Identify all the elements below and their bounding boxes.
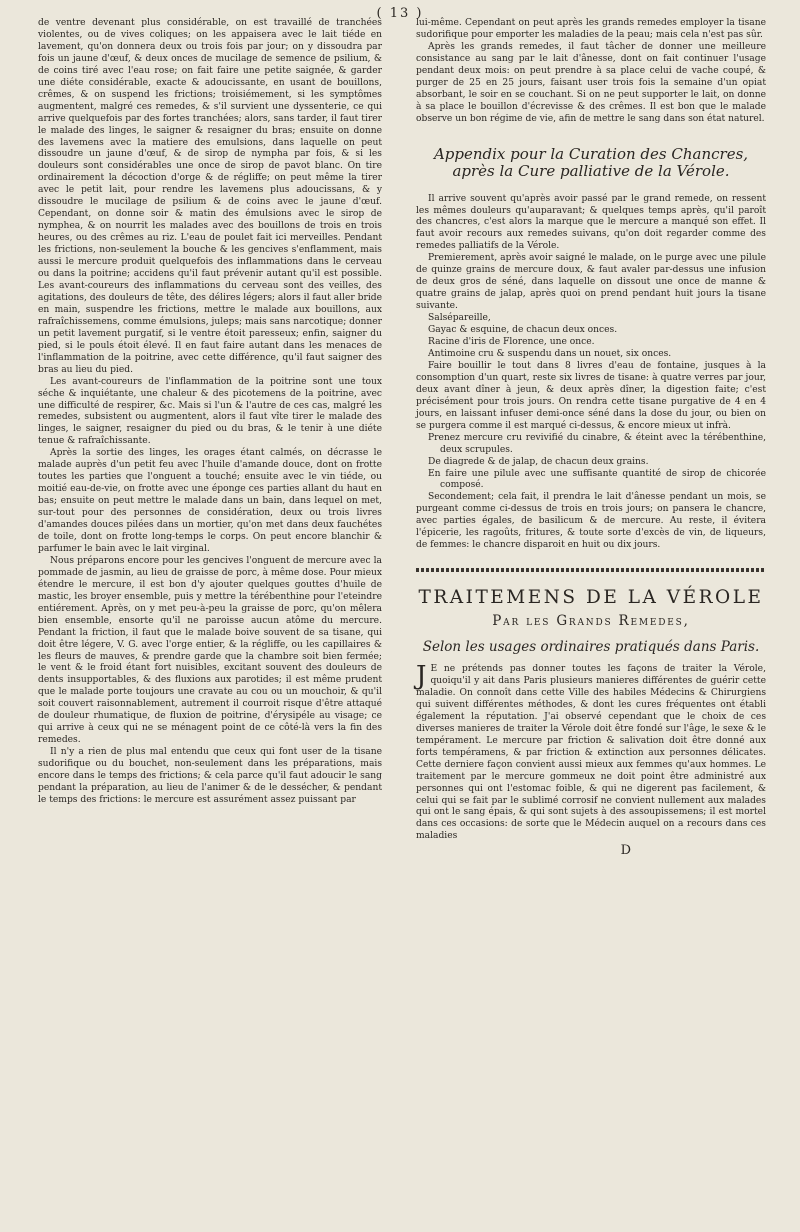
paragraph: [416, 661, 766, 843]
ornamental-divider: [416, 568, 766, 572]
paragraph: Après les grands remedes, il faut tâcher de donner une meilleure consistance au sang par le lait d'ânesse, dont on fait continuer l'usage pendant deux mois: on peut prendre à sa place celui de vache coupé, & purger de 25 en 25 jours, faisant user trois fois la semaine d'un opiat absorbant, le soir en se couchant. Si on ne peut supporter le lait, on donne à sa place le bouillon d'écrevisse & des crêmes. Il est bon que le malade observe un bon régime de vie, afin de mettre le sang dans son état naturel.: [416, 41, 766, 124]
recipe-line: Salsépareille,: [428, 313, 491, 324]
right-column: [416, 18, 766, 857]
paragraph: lui-même. Cependant on peut après les grands remedes employer la tisane sudorifique pour emporter les maladies de la peau; mais cela n'est pas sûr.: [416, 18, 766, 40]
paragraph: Après la sortie des linges, les orages étant calmés, on décrasse le malade auprès d'un petit feu avec l'huile d'amande douce, dont on frotte toutes les parties que l'onguent a touché; ensuite avec le vin tiéde, ou moitié eau-de-vie, on frotte avec une éponge ces parties allant du haut en bas; ensuite on peut mettre le malade dans un bain, dans lequel on met, sur-tout pour des personnes de considération, deux ou trois livres d'amandes douces pilées dans un mortier, qu'on met dans deux fauchétes de toile, dont on frotte long-temps le corps. On peut encore blanchir & parfumer le bain avec le lait virginal.: [38, 448, 382, 554]
recipe-line: Racine d'iris de Florence, une once.: [428, 337, 595, 348]
paragraph: Les avant-coureurs de l'inflammation de la poitrine sont une toux séche & inquiétante, une chaleur & des picotemens de la poitrine, avec une difficulté de respirer, &c. Mais si l'un & l'autre de ces cas, malgré les remedes, subsistent ou augmentent, alors il faut vîte tirer le malade des linges, le saigner, resaigner du pied ou du bras, & le tenir à une diéte tenue & rafraîchissante.: [38, 376, 382, 447]
recipe-line: Gayac & esquine, de chacun deux onces.: [428, 325, 618, 336]
recipe-line: En faire une pilule avec une suffisante quantité de sirop de chicorée composé.: [428, 468, 766, 491]
recipe-line: De diagrede & de jalap, de chacun deux grains.: [428, 456, 649, 467]
section-text: E ne prétends pas donner toutes les façons de traiter la Vérole, quoiqu'il y ait dans Paris plusieurs manieres différentes de guérir cette maladie. On connoît dans cette Ville des habiles Médecins & Chirurgiens qui suivent différentes méthodes, & dont les cures fréquentes ont établi également la réputation. J'ai observé cependant que le choix de ces diverses manieres de traiter la Vérole doit être fondé sur l'âge, le sexe & le tempérament. Le mercure par friction & salivation doit être donné aux forts tempéramens, & par friction & extinction aux personnes délicates. Cette derniere façon convient aussi mieux aux femmes qu'aux hommes. Le traitement par le mercure gommeux ne doit point être administré aux personnes qui ont l'estomac foible, & qui ne digerent pas facilement, & celui qui se fait par le sublimé corrosif ne convient nullement aux malades qui ont le sang épais, & qui sont sujets à des assoupissemens; il est mortel dans ces occasions: de sorte que le Médecin auquel on a recours dans ces maladies: [416, 664, 766, 842]
paragraph: Il arrive souvent qu'après avoir passé par le grand remede, on ressent les mêmes douleurs qu'auparavant; & quelques temps après, qu'il paroît des chancres, c'est alors la marque que le mercure a manqué son effet. Il faut avoir recours aux remedes suivans, qu'on doit regarder comme des remedes palliatifs de la Vérole.: [416, 193, 766, 252]
appendix-heading: Appendix pour la Curation des Chancres, après la Cure palliative de la Vérole.: [433, 144, 749, 180]
section-italic-subtitle: Selon les usages ordinaires pratiqués dans Paris.: [422, 639, 760, 656]
signature-mark: D: [620, 843, 631, 859]
paragraph: Il n'y a rien de plus mal entendu que ceux qui font user de la tisane sudorifique ou du bouchet, non-seulement dans les préparations, mais encore dans le temps des frictions; & cela parce qu'il faut adoucir le sang pendant la préparation, au lieu de l'animer & de le dessécher, & pendant le temps des frictions: le mercure est assurément assez puissant par: [38, 747, 382, 805]
drop-cap: J: [416, 661, 427, 692]
recipe-line: Antimoine cru & suspendu dans un nouet, six onces.: [428, 348, 672, 359]
paragraph: Premierement, après avoir saigné le malade, on le purge avec une pilule de quinze grains de mercure doux, & faut avaler par-dessus une infusion de deux gros de séné, dans laquelle on dissout une once de manne & quatre grains de jalap, après quoi on prend pendant huit jours la tisane suivante.: [416, 253, 766, 312]
paragraph: Nous préparons encore pour les gencives l'onguent de mercure avec la pommade de jasmin, au lieu de graisse de porc, à même dose. Pour mieux étendre le mercure, il est bon d'y ajouter quelques gouttes d'huile de mastic, les broyer ensemble, puis y mettre la térébenthine pour l'eteindre entiérement. Après, on y met peu-à-peu la graisse de porc, qu'on mêlera bien ensemble, ensorte qu'il ne paroisse aucun atôme du mercure. Pendant la friction, il faut que le malade boive souvent de sa tisane, qui doit être légere, V. G. avec l'orge entier, & la régliffe, ou les capillaires & les fleurs de mauves, & prendre garde que la chambre soit bien fermée; le vent & le froid étant fort nuisibles, excitant souvent des douleurs de dents insupportables, & des fluxions aux parotides; il est même prudent que le malade porte toujours une cravate au cou ou un mouchoir, & qu'il soit couvert raisonnablement, autrement il courroit risque d'être attaqué de douleur rhumatique, de fluxion de poitrine, d'érysipéle au visage; ce qui arrive à ceux qui ne se ménagent point de ce côté-là vers la fin des remedes.: [38, 555, 382, 746]
paragraph: de ventre devenant plus considérable, on est travaillé de tranchées violentes, ou de vives coliques; on les appaisera avec le lait tiéde en lavement, qu'on donnera deux ou trois fois par jour; on y dissoudra par fois un jaune d'œuf, & deux onces de mucilage de semence de psilium, & de coins tiré avec l'eau rose; on fait faire une petite saignée, & garder une diéte considérable, exacte & adoucissante, en usant de bouillons, crêmes, & on suspend les frictions; troisiémement, si les symptômes augmentent, malgré ces remedes, & s'il survient une dyssenterie, ce qui arrive quelquefois par des fortes tranchées; alors, sans tarder, il faut tirer le malade des linges, le saigner & resaigner du bras; ensuite on donne des lavemens avec la matiere des emulsions, dans laquelle on peut dissoudre un jaune d'œuf, & de sirop de nympha par fois, & si les douleurs sont considérables une once de sirop de pavot blanc. On tire ordinairement la décoction d'orge & de régliffe; on peut même la tirer avec le petit lait, pour rendre les lavemens plus adoucissans, & y dissoudre le mucilage de psilium & de coins avec le jaune d'œuf. Cependant, on donne soir & matin des émulsions avec le sirop de nymphea, & on nourrit les malades avec des bouillons de trois en trois heures, ou des crêmes au riz. L'eau de poulet fait ici merveilles. Pendant les frictions, non-seulement la bouche & les gencives s'enflamment, mais aussi le mercure produit quelquefois des inflammations dans le cerveau ou dans la poitrine; accidens qu'il faut prévenir autant qu'il est possible. Les avant-coureurs des inflammations du cerveau sont des veilles, des agitations, des douleurs de tête, des délires légers; alors il faut aller bride en main, suspendre les frictions, mettre le malade aux bouillons, aux rafraîchissemens, comme émulsions, juleps; mais sans narcotique; donner un petit lavement purgatif, si le ventre étoit paresseux; enfin, saigner du pied, si le pouls étoit élevé. Il en faut faire autant dans les menaces de l'inflammation de la poitrine, avec cette différence, qu'il faut saigner des bras au lieu du pied.: [38, 18, 383, 375]
paragraph: Secondement; cela fait, il prendra le lait d'ânesse pendant un mois, se purgeant comme ci-dessus de trois en trois jours; on pansera le chancre, avec parties égales, de basilicum & de mercure. Au reste, il évitera l'épicerie, les ragoûts, fritures, & toute sorte d'excès de vin, de liqueurs, de femmes: le chancre disparoit en huit ou dix jours.: [416, 492, 766, 551]
left-column: [38, 18, 382, 807]
section-subtitle: Par les Grands Remedes,: [492, 613, 690, 630]
paragraph: Faire bouillir le tout dans 8 livres d'eau de fontaine, jusques à la consomption d'un quart, reste six livres de tisane: à quatre verres par jour, deux avant dîner à jeun, & deux après dîner, la digestion faite; c'est précisément pour trois jours. On rendra cette tisane purgative de 4 en 4 jours, en laissant infuser demi-once séné dans la dose du jour, ou bien on se purgera comme il est marqué ci-dessus, & encore mieux ut infrà.: [416, 360, 766, 431]
page-number: ( 13 ): [376, 6, 424, 21]
section-title: TRAITEMENS DE LA VÉROLE: [418, 587, 764, 609]
recipe-line: Prenez mercure cru revivifié du cinabre, & éteint avec la térébenthine, deux scrupules.: [428, 432, 766, 455]
